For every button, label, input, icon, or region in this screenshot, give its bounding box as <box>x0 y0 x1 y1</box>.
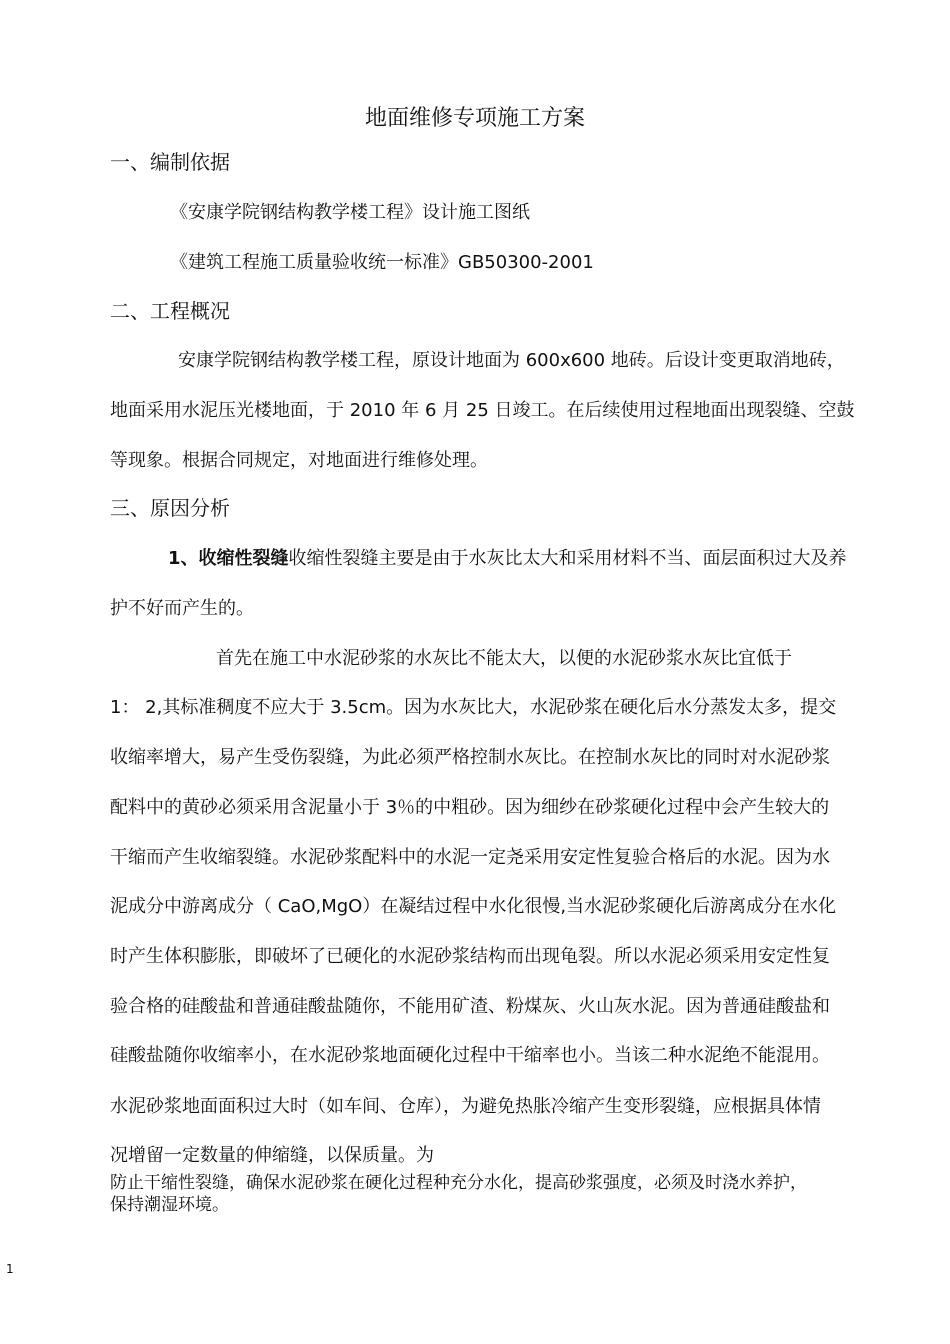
analysis-line-11: 硅酸盐随你收缩率小，在水泥砂浆地面硬化过程中干缩率也小。当该二种水泥绝不能混用。 <box>110 1045 830 1066</box>
overview-line-2: 地面采用水泥压光楼地面，于 2010 年 6 月 25 日竣工。在后续使用过程地面出现裂缝、空鼓 <box>110 400 855 421</box>
overview-line-3: 等现象。根据合同规定，对地面进行维修处理。 <box>110 450 488 471</box>
analysis-line-5: 收缩率增大，易产生受伤裂缝，为此必须严格控制水灰比。在控制水灰比的同时对水泥砂浆 <box>110 747 830 768</box>
analysis-line-14: 防止干缩性裂缝，确保水泥砂浆在硬化过程种充分水化，提高砂浆强度，必须及时浇水养护， <box>110 1173 807 1193</box>
analysis-line-9: 时产生体积膨胀，即破坏了已硬化的水泥砂浆结构而出现龟裂。所以水泥必须采用安定性复 <box>110 946 830 967</box>
analysis-line-15: 保持潮湿环境。 <box>110 1195 229 1215</box>
basis-line-2: 《建筑工程施工质量验收统一标准》GB50300-2001 <box>170 252 594 273</box>
analysis-line-3: 首先在施工中水泥砂浆的水灰比不能太大，以便的水泥砂浆水灰比宜低于 <box>216 648 792 669</box>
analysis-line-12: 水泥砂浆地面面积过大时（如车间、仓库），为避免热胀冷缩产生变形裂缝，应根据具体情 <box>110 1096 821 1117</box>
analysis-line-10: 验合格的硅酸盐和普通硅酸盐随你，不能用矿渣、粉煤灰、火山灰水泥。因为普通硅酸盐和 <box>110 996 830 1017</box>
section-heading-overview: 二、工程概况 <box>110 299 230 323</box>
section-heading-basis: 一、编制依据 <box>110 150 230 174</box>
analysis-line-6: 配料中的黄砂必须采用含泥量小于 3％的中粗砂。因为细纱在砂浆硬化过程中会产生较大的 <box>110 797 830 818</box>
basis-line-1: 《安康学院钢结构教学楼工程》设计施工图纸 <box>170 202 530 223</box>
document-title: 地面维修专项施工方案 <box>364 106 585 131</box>
analysis-line-7: 干缩而产生收缩裂缝。水泥砂浆配料中的水泥一定尧采用安定性复验合格后的水泥。因为水 <box>110 847 830 868</box>
analysis-line-8: 泥成分中游离成分（ CaO,MgO）在凝结过程中水化很慢,当水泥砂浆硬化后游离成分在水化 <box>110 896 837 917</box>
analysis-line-1: 收缩性裂缝主要是由于水灰比太大和采用材料不当、面层面积过大及养 <box>288 548 847 569</box>
section-heading-analysis: 三、原因分析 <box>110 496 230 520</box>
page-number: 1 <box>6 1262 14 1276</box>
analysis-line-2: 护不好而产生的。 <box>110 598 254 619</box>
analysis-paragraph-1 <box>168 548 847 570</box>
overview-line-1: 安康学院钢结构教学楼工程，原设计地面为 600x600 地砖。后设计变更取消地砖， <box>178 350 845 371</box>
analysis-line-13: 况增留一定数量的伸缩缝，以保质量。为 <box>110 1145 434 1166</box>
item-1-label: 1、收缩性裂缝 <box>168 548 289 569</box>
analysis-line-4: 1： 2,其标准稠度不应大于 3.5cm。因为水灰比大，水泥砂浆在硬化后水分蒸发太多，提交 <box>110 697 837 718</box>
